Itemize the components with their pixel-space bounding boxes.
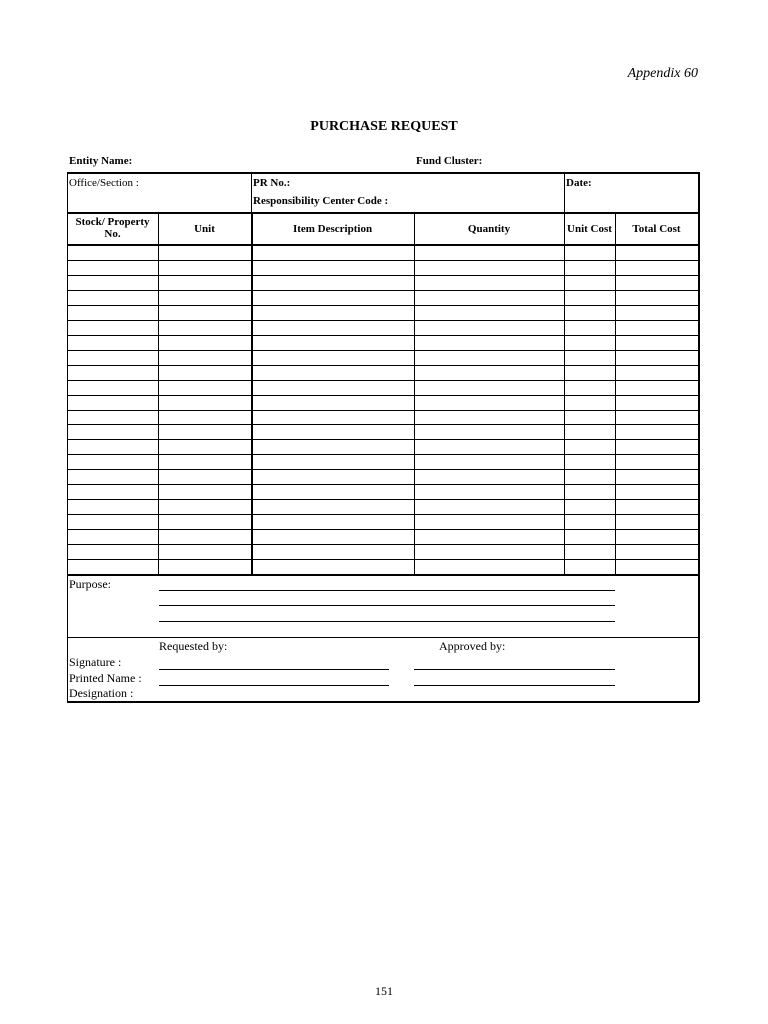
purchase-request-form: [67, 172, 699, 702]
purpose-line-2[interactable]: [159, 605, 615, 606]
item-row-line: [67, 290, 699, 291]
entity-name-label: Entity Name:: [69, 155, 133, 167]
info-divider-1: [251, 172, 252, 213]
col-divider-unit-cost: [564, 212, 565, 575]
item-row-line: [67, 335, 699, 336]
item-row-line: [67, 529, 699, 530]
item-row-line: [67, 320, 699, 321]
col-divider-unit: [158, 212, 159, 575]
item-row-line: [67, 410, 699, 411]
approved-signature-line[interactable]: [414, 669, 615, 670]
page-title: PURCHASE REQUEST: [310, 119, 458, 134]
requested-printed-name-line[interactable]: [159, 685, 389, 686]
item-row-line: [67, 305, 699, 306]
col-header-unit: Unit: [194, 223, 215, 235]
page-number: 151: [375, 984, 393, 998]
col-header-stock-property-line2: No.: [104, 228, 121, 240]
col-header-stock-property-line1: Stock/ Property: [75, 216, 150, 228]
purpose-line-3[interactable]: [159, 621, 615, 622]
fund-cluster-label: Fund Cluster:: [416, 155, 483, 167]
table-bottom-border: [67, 574, 699, 576]
signature-label: Signature :: [69, 655, 122, 669]
item-row-line: [67, 350, 699, 351]
item-row-line: [67, 365, 699, 366]
item-row-line: [67, 559, 699, 560]
col-header-item-description: Item Description: [292, 223, 373, 235]
col-divider-quantity: [414, 212, 415, 575]
printed-name-label: Printed Name :: [69, 671, 142, 685]
col-header-stock-property: [67, 216, 158, 240]
info-bottom-border: [67, 212, 699, 214]
item-row-line: [67, 514, 699, 515]
item-row-line: [67, 544, 699, 545]
info-divider-2: [564, 172, 565, 213]
requested-signature-line[interactable]: [159, 669, 389, 670]
pr-no-label: PR No.:: [253, 177, 291, 189]
col-header-unit-cost: Unit Cost: [567, 223, 612, 235]
form-left-border: [67, 172, 68, 702]
item-row-line: [67, 439, 699, 440]
form-right-border: [698, 172, 700, 702]
approved-printed-name-line[interactable]: [414, 685, 615, 686]
item-row-line: [67, 484, 699, 485]
form-top-border: [67, 172, 699, 174]
item-row-line: [67, 275, 699, 276]
col-header-quantity: Quantity: [467, 223, 511, 235]
item-row-line: [67, 380, 699, 381]
item-row-line: [67, 424, 699, 425]
col-header-total-cost: Total Cost: [632, 223, 681, 235]
appendix-label: Appendix 60: [627, 66, 698, 81]
item-row-line: [67, 469, 699, 470]
item-row-line: [67, 454, 699, 455]
purpose-bottom-border: [67, 637, 699, 638]
responsibility-center-label: Responsibility Center Code :: [253, 195, 389, 207]
office-section-label: Office/Section :: [69, 177, 139, 189]
item-row-line: [67, 395, 699, 396]
purpose-line-1[interactable]: [159, 590, 615, 591]
purpose-label: Purpose:: [69, 577, 111, 591]
col-divider-total-cost: [615, 212, 616, 575]
approved-by-label: Approved by:: [439, 639, 506, 653]
item-row-line: [67, 260, 699, 261]
requested-by-label: Requested by:: [159, 639, 228, 653]
item-row-line: [67, 499, 699, 500]
col-divider-item: [251, 212, 253, 575]
form-bottom-border: [67, 701, 699, 703]
designation-label: Designation :: [69, 686, 134, 700]
column-header-bottom-border: [67, 244, 699, 246]
date-label: Date:: [566, 177, 592, 189]
